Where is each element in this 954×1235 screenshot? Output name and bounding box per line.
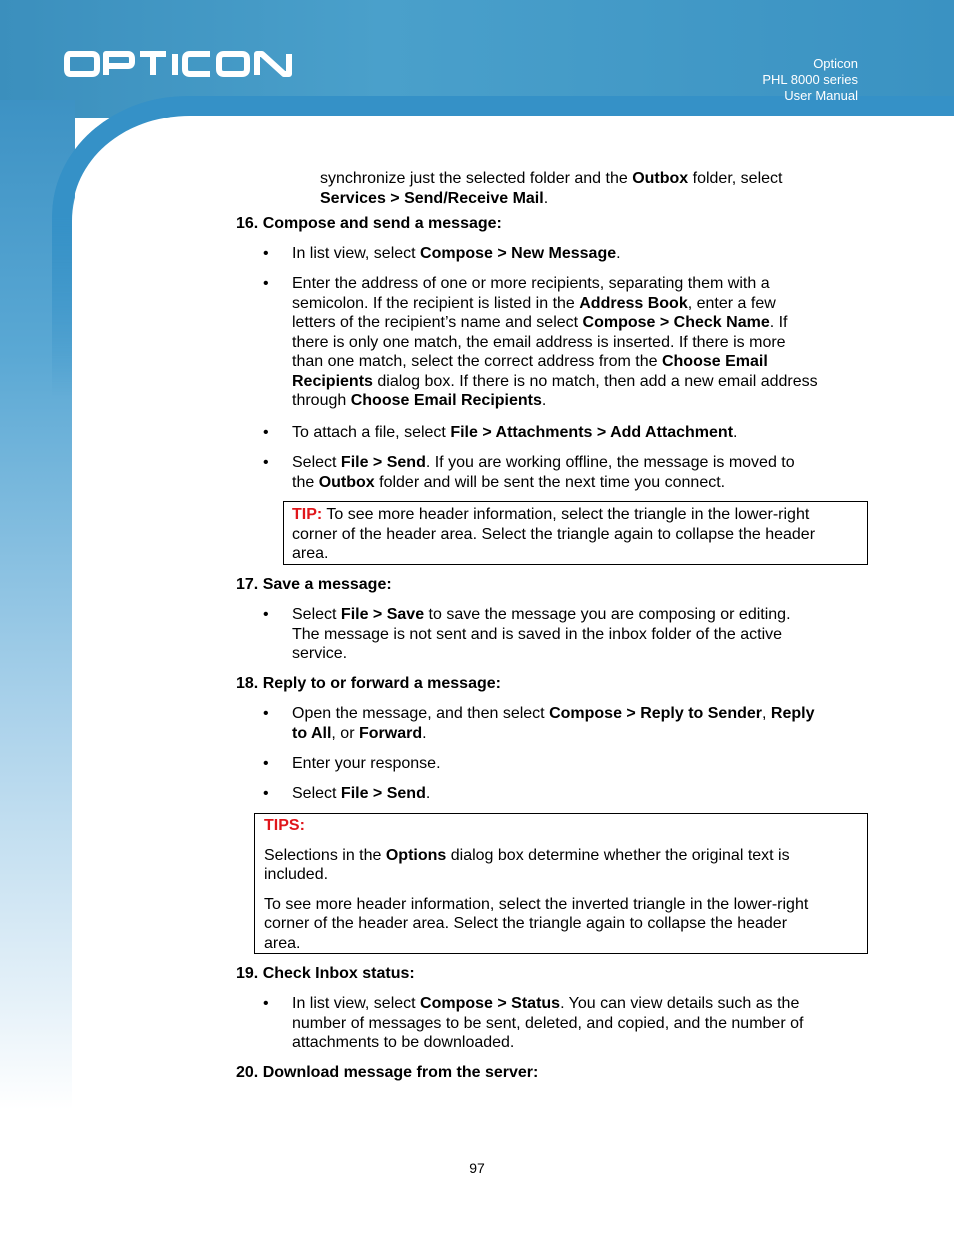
bullet: •: [263, 606, 269, 623]
step-17-heading: 17. Save a message:: [236, 576, 392, 593]
tips-box: TIPS: Selections in the Options dialog box determine whether the original text is included. To see more header information, select the inverted triangle in the lower-right corner of the header area. Select the triangle again to collapse the header area.: [254, 813, 868, 954]
continuation-line-1: synchronize just the selected folder and the Outbox folder, select: [320, 170, 783, 187]
step-20-heading: 20. Download message from the server:: [236, 1064, 539, 1081]
tip-box: TIP: To see more header information, select the triangle in the lower-right corner of the header area. Select the triangle again to collapse the header area.: [283, 501, 868, 565]
product-series: PHL 8000 series: [762, 72, 858, 87]
manual-title: User Manual: [784, 88, 858, 103]
bullet: •: [263, 755, 269, 772]
company-name: Opticon: [813, 56, 858, 71]
step-18-bullet-2: Enter your response.: [292, 755, 441, 772]
step-18-bullet-3: Select File > Send.: [292, 785, 431, 802]
step-16-bullet-1: In list view, select Compose > New Message.: [292, 245, 621, 262]
document-meta: [762, 56, 858, 104]
step-18-heading: 18. Reply to or forward a message:: [236, 675, 501, 692]
bullet: •: [263, 245, 269, 262]
step-16-bullet-3: To attach a file, select File > Attachments > Add Attachment.: [292, 424, 738, 441]
opticon-logo: [64, 50, 294, 78]
bullet: •: [263, 705, 269, 722]
step-18-bullet-1: Open the message, and then select Compose > Reply to Sender, Reply to All, or Forward.: [292, 705, 815, 742]
tip-label: TIP:: [292, 506, 323, 523]
step-19-heading: 19. Check Inbox status:: [236, 965, 415, 982]
page-number: 97: [469, 1160, 485, 1176]
step-19-bullet-1: In list view, select Compose > Status. You can view details such as the number of messages to be sent, deleted, and copied, and the number of attachments to be downloaded.: [292, 995, 804, 1051]
bullet: •: [263, 995, 269, 1012]
step-16-bullet-4: Select File > Send. If you are working offline, the message is moved to the Outbox folder and will be sent the next time you connect.: [292, 454, 795, 491]
bullet: •: [263, 275, 269, 292]
bullet: •: [263, 785, 269, 802]
step-17-bullet-1: Select File > Save to save the message you are composing or editing. The message is not sent and is saved in the inbox folder of the active service.: [292, 606, 791, 662]
tips-label: TIPS:: [264, 817, 305, 834]
continuation-line-2: Services > Send/Receive Mail.: [320, 190, 549, 207]
step-16-bullet-2: Enter the address of one or more recipients, separating them with a semicolon. If the recipient is listed in the Address Book, enter a few letters of the recipient’s name and select Compose > Check Name. If there is only one match, the email address is inserted. If there is more than one match, select the correct address from the Choose Email Recipients dialog box. If there is no match, then add a new email address through Choose Email Recipients.: [292, 275, 818, 409]
bullet: •: [263, 424, 269, 441]
step-16-heading: 16. Compose and send a message:: [236, 215, 502, 232]
bullet: •: [263, 454, 269, 471]
